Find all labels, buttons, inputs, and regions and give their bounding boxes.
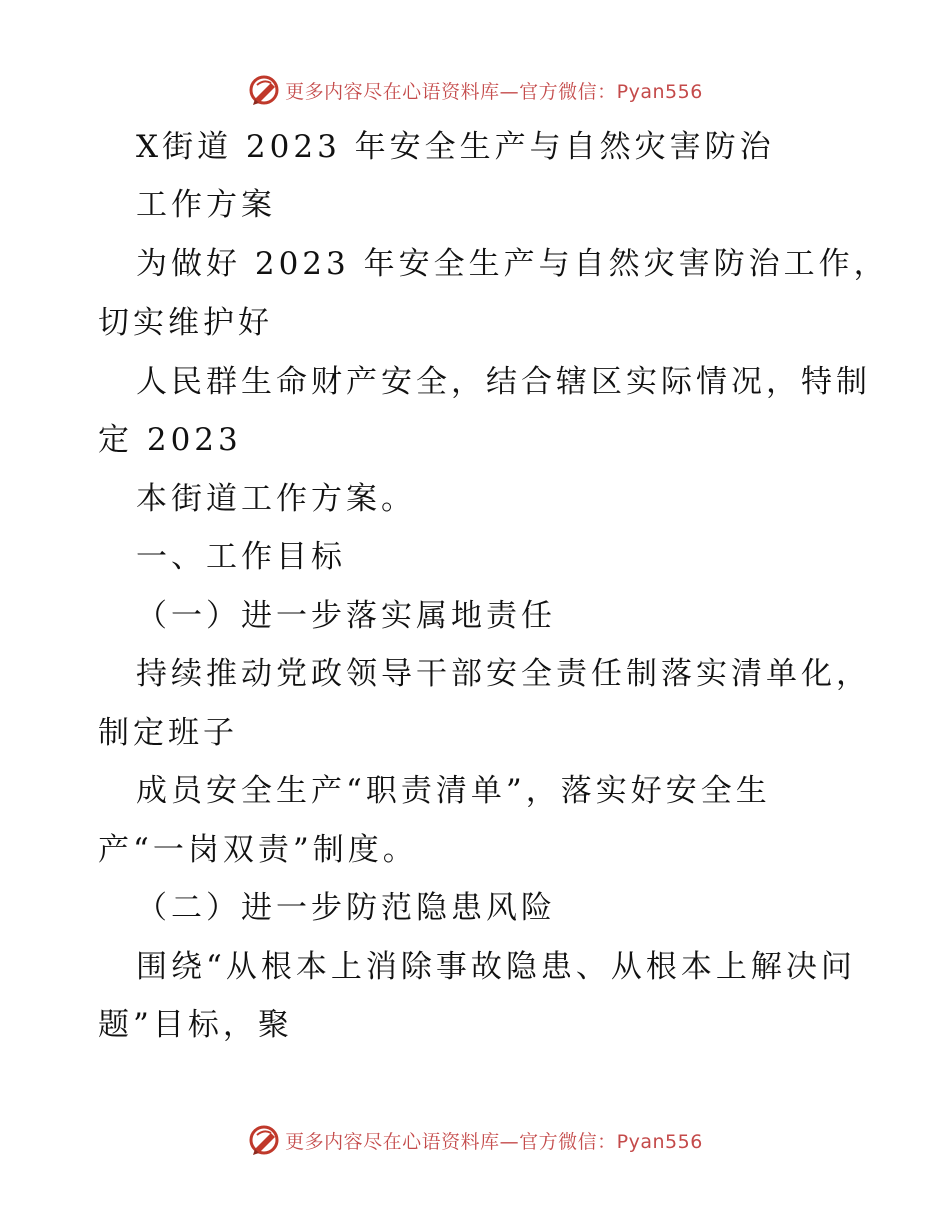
doc-paragraph-line: 题”目标，聚 bbox=[98, 1007, 293, 1043]
doc-paragraph-line: 本街道工作方案。 bbox=[136, 481, 416, 517]
doc-title-line-1: X街道 2023 年安全生产与自然灾害防治 bbox=[136, 129, 775, 165]
watermark-text: 更多内容尽在心语资料库—官方微信：Pyan556 bbox=[285, 80, 703, 103]
doc-paragraph-line: 围绕“从根本上消除事故隐患、从根本上解决问 bbox=[136, 949, 856, 985]
doc-heading-2: （一）进一步落实属地责任 bbox=[136, 598, 556, 634]
doc-paragraph-line: 成员安全生产“职责清单”，落实好安全生 bbox=[136, 773, 771, 809]
doc-paragraph-line: 制定班子 bbox=[98, 715, 238, 751]
doc-paragraph-line: 人民群生命财产安全，结合辖区实际情况，特制 bbox=[136, 364, 871, 400]
doc-paragraph-line: 为做好 2023 年安全生产与自然灾害防治工作， bbox=[136, 246, 889, 282]
doc-title-line-2: 工作方案 bbox=[136, 187, 276, 223]
doc-paragraph-line: 产“一岗双责”制度。 bbox=[98, 832, 418, 868]
watermark-footer bbox=[0, 1120, 950, 1160]
doc-paragraph-line: 定 2023 bbox=[98, 422, 242, 458]
doc-paragraph-line: 切实维护好 bbox=[98, 305, 273, 341]
doc-heading-2: （二）进一步防范隐患风险 bbox=[136, 890, 556, 926]
watermark-text: 更多内容尽在心语资料库—官方微信：Pyan556 bbox=[285, 1130, 703, 1153]
doc-heading-1: 一、工作目标 bbox=[136, 539, 346, 575]
pen-logo-icon bbox=[247, 1123, 281, 1157]
doc-paragraph-line: 持续推动党政领导干部安全责任制落实清单化， bbox=[136, 656, 871, 692]
